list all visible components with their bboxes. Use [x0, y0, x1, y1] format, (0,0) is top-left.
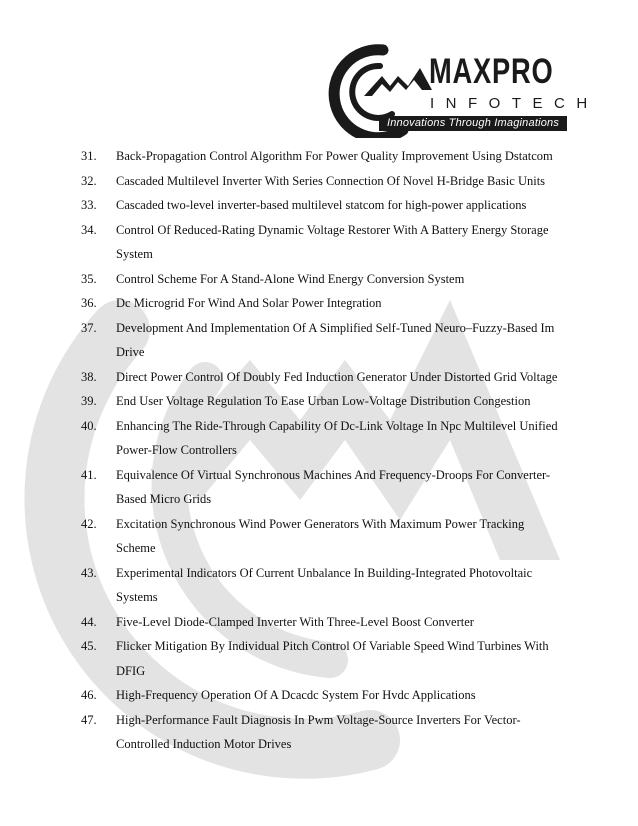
brand-subtitle: INFOTECH [430, 95, 599, 112]
list-item-number: 43. [81, 565, 97, 580]
list-item-title-continued: Controlled Induction Motor Drives [116, 737, 292, 751]
list-item-title-continued: DFIG [116, 663, 146, 678]
list-item-title: Dc Microgrid For Wind And Solar Power Integration [116, 296, 382, 310]
list-item-title: Enhancing The Ride-Through Capability Of Dc-Link Voltage In Npc Multilevel Unified [116, 418, 558, 433]
brand-tagline: Innovations Through Imaginations [379, 116, 567, 131]
list-item-title: High-Frequency Operation Of A Dcacdc System For Hvdc Applications [116, 688, 476, 702]
list-item-title: End User Voltage Regulation To Ease Urban Low-Voltage Distribution Congestion [116, 394, 531, 408]
list-item-title: Back-Propagation Control Algorithm For Power Quality Improvement Using Dstatcom [116, 149, 553, 163]
list-item-number: 38. [81, 369, 97, 384]
list-item-number: 37. [81, 320, 97, 335]
list-item-title: Control Scheme For A Stand-Alone Wind Energy Conversion System [116, 271, 465, 286]
list-item-title: Five-Level Diode-Clamped Inverter With Three-Level Boost Converter [116, 614, 474, 629]
list-item-number: 41. [81, 467, 97, 482]
list-item-number: 44. [81, 614, 97, 629]
list-item-title-continued: Based Micro Grids [116, 492, 212, 506]
list-item-title-continued: Drive [116, 345, 145, 359]
list-item-number: 36. [81, 296, 97, 310]
list-item-number: 35. [81, 271, 97, 286]
list-item-title-continued: System [116, 247, 153, 261]
brand-name: MAXPRO [429, 52, 554, 91]
list-item-title: Experimental Indicators Of Current Unbalance In Building-Integrated Photovoltaic [116, 565, 533, 580]
list-item-title: Flicker Mitigation By Individual Pitch Control Of Variable Speed Wind Turbines With [116, 639, 549, 653]
list-item-number: 34. [81, 222, 97, 237]
list-item-title: Equivalence Of Virtual Synchronous Machines And Frequency-Droops For Converter- [116, 467, 551, 482]
list-item-title-continued: Scheme [116, 541, 156, 555]
list-item-title: Excitation Synchronous Wind Power Generators With Maximum Power Tracking [116, 516, 525, 531]
list-item-number: 39. [81, 394, 97, 408]
list-item-title-continued: Power-Flow Controllers [116, 443, 237, 457]
list-item-title: Control Of Reduced-Rating Dynamic Voltage Restorer With A Battery Energy Storage [116, 222, 549, 237]
list-item-title: Cascaded two-level inverter-based multilevel statcom for high-power applications [116, 198, 527, 212]
list-item-title: Development And Implementation Of A Simplified Self-Tuned Neuro–Fuzzy-Based Im [116, 320, 555, 335]
list-item-number: 32. [81, 173, 97, 188]
list-item-number: 33. [81, 198, 97, 212]
list-item-title: Cascaded Multilevel Inverter With Series Connection Of Novel H-Bridge Basic Units [116, 173, 546, 188]
list-item-number: 42. [81, 516, 97, 531]
list-item-number: 45. [81, 639, 97, 653]
list-item-number: 31. [81, 149, 97, 163]
list-item-title: High-Performance Fault Diagnosis In Pwm Voltage-Source Inverters For Vector- [116, 712, 521, 727]
list-item-number: 47. [81, 712, 97, 727]
list-item-number: 46. [81, 688, 97, 702]
list-item-title: Direct Power Control Of Doubly Fed Induction Generator Under Distorted Grid Voltage [116, 369, 558, 384]
list-item-number: 40. [81, 418, 97, 433]
list-item-title-continued: Systems [116, 590, 158, 604]
